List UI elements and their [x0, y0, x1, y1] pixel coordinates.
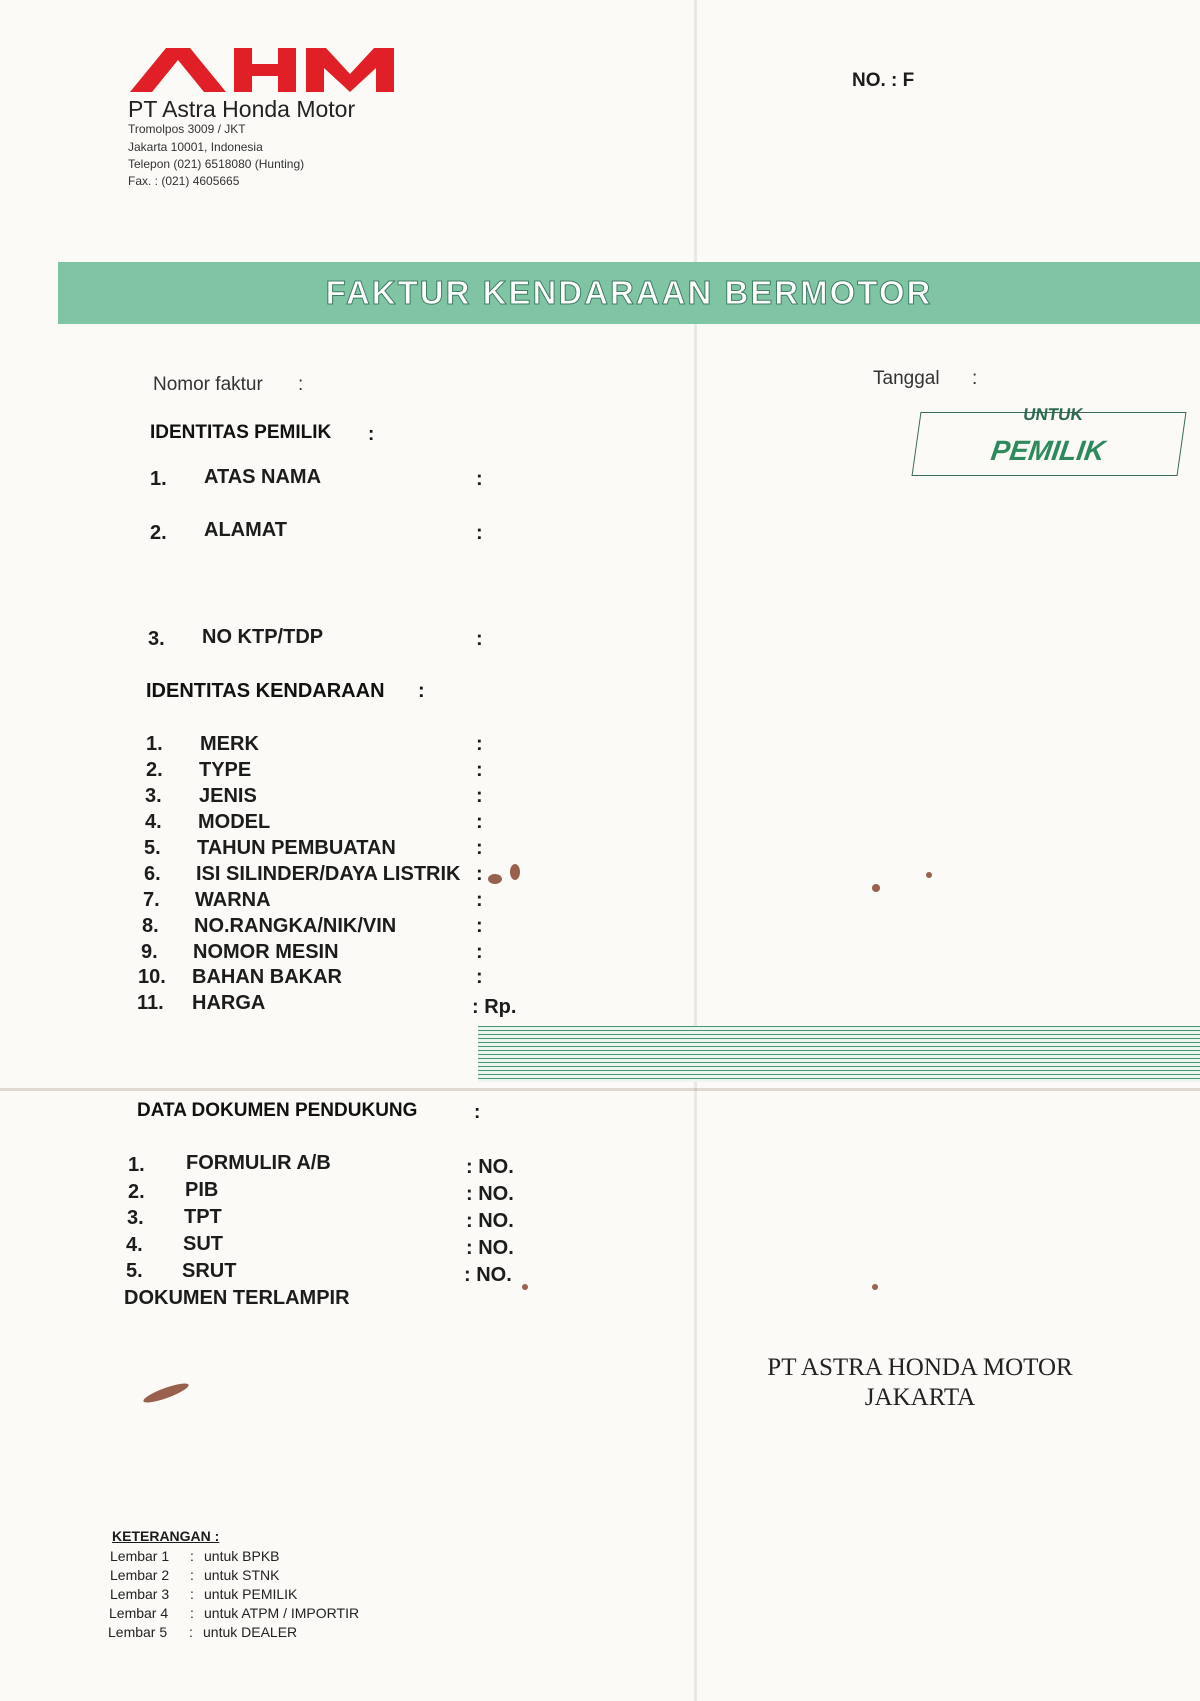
note-separator: :: [190, 1605, 194, 1621]
row-label: HARGA: [192, 992, 266, 1014]
rust-stain: [926, 872, 932, 878]
attached-documents-label: DOKUMEN TERLAMPIR: [124, 1287, 350, 1309]
row-number: 5.: [126, 1260, 143, 1282]
date-label: Tanggal: [873, 368, 940, 389]
row-label: SRUT: [182, 1260, 237, 1282]
invoice-number-label: Nomor faktur: [153, 374, 263, 395]
row-separator: :: [476, 915, 483, 937]
owner-section-separator: :: [368, 424, 375, 445]
vertical-fold-line: [694, 0, 697, 1701]
notes-title: KETERANGAN :: [112, 1528, 220, 1544]
company-name: PT Astra Honda Motor: [128, 96, 356, 122]
fax-line: Fax. : (021) 4605665: [128, 174, 240, 188]
row-label: MERK: [200, 733, 259, 755]
note-purpose: untuk STNK: [204, 1567, 280, 1583]
title-banner: [58, 262, 1200, 324]
row-value: : NO.: [466, 1156, 514, 1178]
vehicle-section-separator: :: [418, 680, 425, 702]
row-number: 4.: [126, 1234, 143, 1256]
note-sheet: Lembar 1: [110, 1548, 170, 1564]
row-number: 1.: [146, 733, 163, 755]
row-number: 1.: [128, 1154, 145, 1176]
row-label: BAHAN BAKAR: [192, 966, 342, 988]
row-label: SUT: [183, 1233, 223, 1255]
note-purpose: untuk BPKB: [204, 1548, 280, 1564]
note-sheet: Lembar 4: [109, 1605, 169, 1621]
note-sheet: Lembar 5: [108, 1624, 168, 1640]
price-currency: : Rp.: [472, 996, 517, 1018]
rust-stain: [488, 874, 502, 884]
row-number: 2.: [146, 759, 163, 781]
rust-stain: [510, 864, 520, 880]
row-separator: :: [476, 889, 483, 911]
row-label: TAHUN PEMBUATAN: [197, 837, 396, 859]
rust-stain: [872, 1284, 878, 1290]
note-separator: :: [190, 1586, 194, 1602]
note-purpose: untuk PEMILIK: [204, 1586, 298, 1602]
owner-copy-stamp: [912, 405, 1187, 476]
note-sheet: Lembar 3: [110, 1586, 170, 1602]
note-sheet: Lembar 2: [110, 1567, 170, 1583]
row-label: NO.RANGKA/NIK/VIN: [194, 915, 397, 937]
note-separator: :: [190, 1548, 194, 1564]
row-number: 11.: [137, 992, 164, 1014]
row-label: ISI SILINDER/DAYA LISTRIK: [196, 863, 461, 885]
row-separator: :: [476, 811, 483, 833]
vehicle-section-title: IDENTITAS KENDARAAN: [146, 680, 385, 702]
stamp-main-text: PEMILIK: [989, 435, 1108, 466]
row-number: 2.: [128, 1181, 145, 1203]
row-separator: :: [476, 863, 483, 885]
row-label: PIB: [185, 1179, 219, 1201]
note-purpose: untuk ATPM / IMPORTIR: [204, 1605, 360, 1621]
row-label: TYPE: [199, 759, 252, 781]
address-line: Tromolpos 3009 / JKT: [128, 122, 246, 136]
row-number: 1.: [150, 468, 167, 490]
security-line-pattern: [478, 1026, 1200, 1082]
row-separator: :: [476, 522, 483, 544]
invoice-number-separator: :: [298, 374, 304, 395]
row-number: 3.: [148, 628, 165, 650]
row-separator: :: [476, 837, 483, 859]
note-separator: :: [189, 1624, 193, 1640]
row-number: 5.: [144, 837, 161, 859]
row-number: 7.: [143, 889, 160, 911]
row-value: : NO.: [466, 1210, 514, 1232]
row-label: ALAMAT: [204, 519, 287, 541]
row-separator: :: [476, 941, 483, 963]
row-number: 8.: [142, 915, 159, 937]
row-label: NOMOR MESIN: [193, 941, 339, 963]
documents-section-separator: :: [474, 1102, 481, 1123]
row-label: FORMULIR A/B: [186, 1152, 331, 1174]
row-number: 4.: [145, 811, 162, 833]
row-value: : NO.: [466, 1237, 514, 1259]
row-label: JENIS: [199, 785, 257, 807]
row-number: 3.: [145, 785, 162, 807]
row-number: 6.: [144, 863, 161, 885]
row-separator: :: [476, 785, 483, 807]
row-label: ATAS NAMA: [204, 466, 322, 488]
row-separator: :: [476, 628, 483, 650]
note-purpose: untuk DEALER: [203, 1624, 298, 1640]
horizontal-fold-line: [0, 1088, 1200, 1091]
row-value: : NO.: [464, 1264, 512, 1286]
row-label: WARNA: [195, 889, 271, 911]
row-label: TPT: [184, 1206, 222, 1228]
row-separator: :: [476, 966, 483, 988]
row-value: : NO.: [466, 1183, 514, 1205]
row-separator: :: [476, 759, 483, 781]
row-number: 10.: [138, 966, 166, 988]
row-label: NO KTP/TDP: [202, 626, 324, 648]
phone-line: Telepon (021) 6518080 (Hunting): [128, 157, 305, 171]
date-separator: :: [972, 368, 978, 389]
row-separator: :: [476, 468, 483, 490]
owner-section-title: IDENTITAS PEMILIK: [150, 422, 332, 443]
stamp-top-text: UNTUK: [1022, 405, 1085, 424]
row-number: 9.: [141, 941, 158, 963]
rust-stain: [872, 884, 880, 892]
document-title: FAKTUR KENDARAAN BERMOTOR: [325, 274, 933, 311]
row-label: MODEL: [198, 811, 271, 833]
note-separator: :: [190, 1567, 194, 1583]
signatory-city: JAKARTA: [864, 1384, 976, 1411]
row-number: 2.: [150, 522, 167, 544]
rust-stain: [522, 1284, 528, 1290]
row-separator: :: [476, 733, 483, 755]
address-line: Jakarta 10001, Indonesia: [128, 140, 263, 154]
ahm-logo: [130, 48, 405, 92]
documents-section-title: DATA DOKUMEN PENDUKUNG: [137, 1100, 418, 1121]
row-number: 3.: [127, 1207, 144, 1229]
signatory-company: PT ASTRA HONDA MOTOR: [767, 1354, 1073, 1381]
document-number: NO. : F: [852, 70, 915, 91]
